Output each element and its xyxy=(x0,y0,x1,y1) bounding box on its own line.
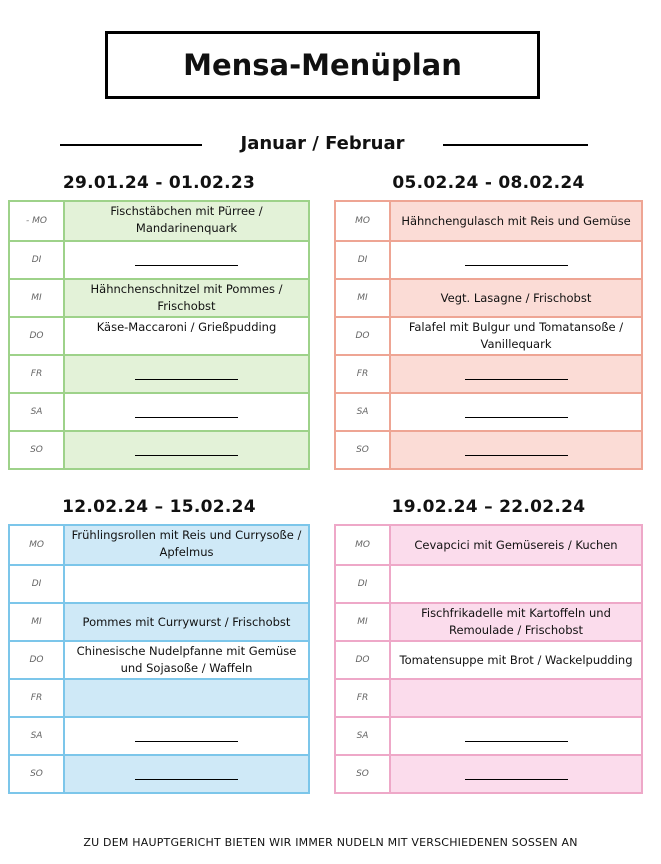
meal-cell xyxy=(65,566,308,602)
month-title: Januar / Februar xyxy=(240,133,405,154)
meal-cell xyxy=(65,394,308,430)
day-label: DI xyxy=(10,242,65,278)
week-range: 12.02.24 – 15.02.24 xyxy=(62,497,256,517)
meal-cell xyxy=(391,432,641,468)
day-label: - MO xyxy=(10,202,65,240)
table-row xyxy=(10,754,308,792)
footer-note: ZU DEM HAUPTGERICHT BIETEN WIR IMMER NUDELN MIT VERSCHIEDENEN SOSSEN AN xyxy=(83,836,578,849)
week-range: 05.02.24 - 08.02.24 xyxy=(392,173,585,193)
meal-cell xyxy=(65,718,308,754)
week-card-1 xyxy=(8,173,310,470)
page-title: Mensa-Menüplan xyxy=(105,31,540,99)
day-label: MI xyxy=(336,604,391,640)
table-row xyxy=(10,716,308,754)
table-row xyxy=(336,640,641,678)
day-label: MO xyxy=(336,526,391,564)
week-card-2 xyxy=(334,173,643,470)
table-row xyxy=(336,278,641,316)
day-label: SA xyxy=(10,718,65,754)
table-row xyxy=(10,278,308,316)
table-row xyxy=(10,354,308,392)
day-label: FR xyxy=(10,356,65,392)
table-row xyxy=(10,202,308,240)
meal-cell xyxy=(391,756,641,792)
menu-table xyxy=(8,200,310,470)
table-row xyxy=(336,602,641,640)
day-label: SO xyxy=(336,756,391,792)
meal-cell: Pommes mit Currywurst / Frischobst xyxy=(65,604,308,640)
day-label: DO xyxy=(10,318,65,354)
table-row xyxy=(10,564,308,602)
blank-line xyxy=(465,417,568,418)
blank-line xyxy=(135,455,238,456)
blank-line xyxy=(465,265,568,266)
day-label: FR xyxy=(336,680,391,716)
blank-line xyxy=(135,741,238,742)
meal-cell xyxy=(391,242,641,278)
day-label: DO xyxy=(336,318,391,354)
week-card-3 xyxy=(8,497,310,794)
table-row xyxy=(10,640,308,678)
day-label: DI xyxy=(336,242,391,278)
day-label: FR xyxy=(10,680,65,716)
table-row xyxy=(10,602,308,640)
table-row xyxy=(10,392,308,430)
table-row xyxy=(10,678,308,716)
table-row xyxy=(336,678,641,716)
day-label: MO xyxy=(10,526,65,564)
blank-line xyxy=(465,455,568,456)
day-label: FR xyxy=(336,356,391,392)
day-label: DI xyxy=(336,566,391,602)
day-label: MI xyxy=(336,280,391,316)
meal-cell: Cevapcici mit Gemüsereis / Kuchen xyxy=(391,526,641,564)
meal-cell xyxy=(391,566,641,602)
day-label: SO xyxy=(10,756,65,792)
day-label: MO xyxy=(336,202,391,240)
table-row xyxy=(336,202,641,240)
day-label: MI xyxy=(10,280,65,316)
day-label: SA xyxy=(336,394,391,430)
blank-line xyxy=(135,417,238,418)
meal-cell xyxy=(391,356,641,392)
meal-cell xyxy=(65,432,308,468)
blank-line xyxy=(465,379,568,380)
day-label: SA xyxy=(10,394,65,430)
table-row xyxy=(10,240,308,278)
divider-right xyxy=(443,144,588,146)
meal-cell: Hähnchenschnitzel mit Pommes / Frischobst xyxy=(65,280,308,316)
meal-cell: Fischstäbchen mit Pürree / Mandarinenquark xyxy=(65,202,308,240)
meal-cell: Vegt. Lasagne / Frischobst xyxy=(391,280,641,316)
meal-cell xyxy=(391,718,641,754)
table-row xyxy=(336,430,641,468)
divider-left xyxy=(60,144,202,146)
table-row xyxy=(336,240,641,278)
day-label: MI xyxy=(10,604,65,640)
blank-line xyxy=(135,779,238,780)
meal-cell: Chinesische Nudelpfanne mit Gemüse und Sojasoße / Waffeln xyxy=(76,644,297,675)
table-row xyxy=(336,392,641,430)
table-row xyxy=(336,354,641,392)
blank-line xyxy=(465,779,568,780)
meal-cell xyxy=(65,756,308,792)
meal-cell: Falafel mit Bulgur und Tomatansoße / Vanillequark xyxy=(408,320,624,351)
day-label: SA xyxy=(336,718,391,754)
day-label: DI xyxy=(10,566,65,602)
meal-cell xyxy=(65,356,308,392)
day-label: DO xyxy=(336,642,391,678)
meal-cell: Frühlingsrollen mit Reis und Currysoße / Apfelmus xyxy=(65,526,308,564)
table-row xyxy=(336,564,641,602)
day-label: DO xyxy=(10,642,65,678)
blank-line xyxy=(465,741,568,742)
meal-cell: Fischfrikadelle mit Kartoffeln und Remoulade / Frischobst xyxy=(391,604,641,640)
menu-table xyxy=(8,524,310,794)
table-row xyxy=(336,754,641,792)
week-range: 19.02.24 – 22.02.24 xyxy=(391,497,586,517)
meal-cell: Käse-Maccaroni / Grießpudding xyxy=(96,320,277,334)
meal-cell: Tomatensuppe mit Brot / Wackelpudding xyxy=(399,652,633,667)
table-row xyxy=(336,716,641,754)
meal-cell xyxy=(65,242,308,278)
blank-line xyxy=(135,379,238,380)
meal-cell: Hähnchengulasch mit Reis und Gemüse xyxy=(391,202,641,240)
table-row xyxy=(336,316,641,354)
meal-cell xyxy=(391,394,641,430)
menu-table xyxy=(334,200,643,470)
blank-line xyxy=(135,265,238,266)
meal-cell xyxy=(65,680,308,716)
week-range: 29.01.24 - 01.02.23 xyxy=(62,173,256,193)
table-row xyxy=(10,526,308,564)
table-row xyxy=(10,316,308,354)
week-card-4 xyxy=(334,497,643,794)
day-label: SO xyxy=(336,432,391,468)
meal-cell xyxy=(391,680,641,716)
menu-table xyxy=(334,524,643,794)
day-label: SO xyxy=(10,432,65,468)
table-row xyxy=(336,526,641,564)
table-row xyxy=(10,430,308,468)
